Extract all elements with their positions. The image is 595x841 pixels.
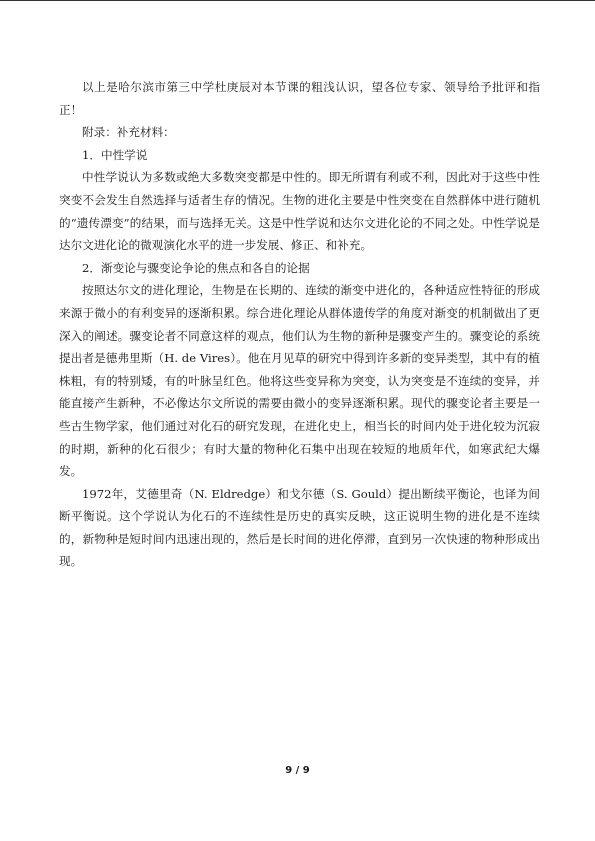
neutral-theory-paragraph: 中性学说认为多数或绝大多数突变都是中性的。即无所谓有利或不利，因此对于这些中性突变不会发生自然选择与适者生存的情况。生物的进化主要是中性突变在自然群体中进行随机的“遗传漂变”的结果，而与选择无关。这是中性学说和达尔文进化论的不同之处。中性学说是达尔文进化论的微观演化水平的进一步发展、修正、和补充。: [59, 170, 540, 253]
punctuated-equilibrium-paragraph: 1972年，艾德里奇（N. Eldredge）和戈尔德（S. Gould）提出断续平衡论，也译为间断平衡说。这个学说认为化石的不连续性是历史的真实反映，这正说明生物的进化是不连续的，新物种是短时间内迅速出现的，然后是长时间的进化停滞，直到另一次快速的物种形成出现。: [59, 486, 540, 569]
section-heading-neutral-theory: 1．中性学说: [82, 147, 148, 162]
header-rule: [0, 0, 595, 1]
gradualism-paragraph: 按照达尔文的进化理论，生物是在长期的、连续的渐变中进化的，各种适应性特征的形成来源于微小的有利变异的逐渐积累。综合进化理论从群体遗传学的角度对渐变的机制做出了更深入的阐述。骤变论者不同意这样的观点，他们认为生物的新种是骤变产生的。骤变论的系统提出者是德弗里斯（H. de Vires）。他在月见草的研究中得到许多新的变异类型，其中有的植株粗，有的特别矮，有的叶脉呈红色。他将这些变异称为突变，认为突变是不连续的变异，并能直接产生新种，不必像达尔文所说的需要由微小的变异逐渐积累。现代的骤变论者主要是一些古生物学家，他们通过对化石的研究发现，在进化史上，相当长的时间内处于进化较为沉寂的时期，新种的化石很少；有时大量的物种化石集中出现在较短的地质年代，如寒武纪大爆发。: [59, 283, 540, 479]
document-body: [59, 76, 540, 573]
section-heading-gradualism: 2．渐变论与骤变论争论的焦点和各自的论据: [82, 260, 310, 275]
appendix-heading: 附录：补充材料：: [82, 125, 175, 140]
page-number: 9 / 9: [285, 765, 310, 776]
closing-paragraph: 以上是哈尔滨市第三中学杜庚辰对本节课的粗浅认识，望各位专家、领导给予批评和指正！: [59, 80, 540, 117]
